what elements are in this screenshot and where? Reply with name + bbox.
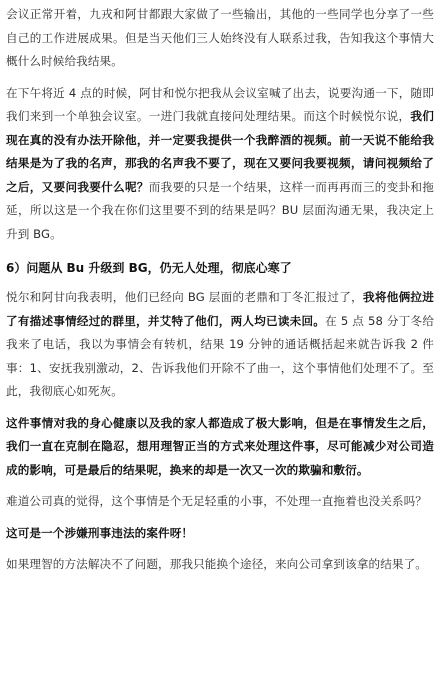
- paragraph-escalation-tail: 在 5 点 58 分丁冬给我来了电话，我以为事情会有转机，结果 19 分钟的通话概括起来就告诉我 2 件事：1、安抚我别激动，2、告诉我他们开除不了曲一，这个事情他们处理不了。至此，我彻底心如死灰。: [6, 313, 435, 398]
- paragraph-afternoon-text: 在下午将近 4 点的时候，阿甘和悦尔把我从会议室喊了出去，说要沟通一下，随即我们来到一个单独会议室。一进门我就直接问处理结果。而这个时候悦尔说，: [6, 85, 434, 123]
- paragraph-meeting: [6, 3, 434, 74]
- paragraph-criminal-case: 这可是一个涉嫌刑事违法的案件呀！: [6, 525, 194, 540]
- paragraph-escalation-bold: 我将他俩拉进了有描述事情经过的群里，并艾特了他们，两人均已读未回。: [6, 290, 434, 328]
- paragraph-final: 如果理智的方法解决不了问题，那我只能换个途径，来向公司拿到该拿的结果了。: [6, 557, 427, 571]
- paragraph-afternoon-talk: [6, 82, 434, 247]
- paragraph-afternoon-tail: 而我要的只是一个结果，这样一而再再而三的变卦和拖延，所以这是一个我在你们这里要不到的结果是吗？BU 层面沟通无果，我决定上升到 BG。: [6, 179, 434, 241]
- paragraph-escalation-text: 悦尔和阿甘向我表明，他们已经向 BG 层面的老鼎和丁冬汇报过了，: [6, 290, 363, 304]
- paragraph-meeting-text: 会议正常开着，九戎和阿甘都跟大家做了一些输出，其他的一些同学也分享了一些自己的工作进展成果。但是当天他们三人始终没有人联系过我，告知我这个事情大概什么时候给我结果。: [6, 7, 434, 68]
- paragraph-afternoon-bold: 我们现在真的没有办法开除他，并一定要我提供一个我醉酒的视频。前一天说不能给我结果是为了我的名声，那我的名声我不要了，现在又要问我要视频，请问视频给了之后，又要问我要什么呢？: [6, 109, 434, 194]
- section-heading-6: 6）问题从 Bu 升级到 BG，仍无人处理，彻底心寒了: [6, 261, 292, 275]
- paragraph-escalation: [6, 286, 434, 404]
- paragraph-question: 难道公司真的觉得，这个事情是个无足轻重的小事，不处理一直拖着也没关系吗？: [6, 494, 427, 508]
- paragraph-impact: 这件事情对我的身心健康以及我的家人都造成了极大影响，但是在事情发生之后，我们一直在克制在隐忍，想用理智正当的方式来处理这件事，尽可能减少对公司造成的影响，可是最后的结果呢，换来的却是一次又一次的欺骗和敷衍。: [6, 415, 434, 477]
